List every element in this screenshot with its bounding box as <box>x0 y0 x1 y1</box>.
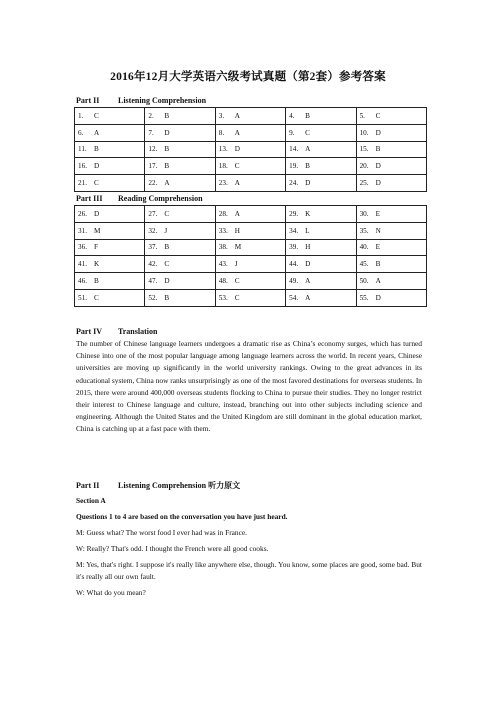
question-number: 34. <box>289 226 299 235</box>
answer-cell <box>286 108 356 125</box>
question-number: 11. <box>78 145 87 154</box>
answer-cell <box>75 206 145 223</box>
question-number: 43. <box>218 260 228 269</box>
answer-cell <box>356 273 426 290</box>
answer-cell <box>356 206 426 223</box>
answer-letter: E <box>375 243 380 252</box>
answer-letter: D <box>375 179 381 188</box>
answer-cell <box>356 222 426 239</box>
question-number: 55. <box>359 293 369 302</box>
answer-cell <box>356 289 426 306</box>
answer-cell <box>75 108 145 125</box>
question-number: 38. <box>218 243 228 252</box>
question-number: 31. <box>78 226 87 235</box>
question-number: 24. <box>289 179 299 188</box>
answer-row <box>75 124 427 141</box>
question-number: 12. <box>148 145 158 154</box>
answer-letter: M <box>94 226 101 235</box>
answer-letter: B <box>164 111 170 120</box>
answer-cell <box>286 222 356 239</box>
answer-cell <box>215 206 285 223</box>
question-number: 14. <box>289 145 299 154</box>
part-iv-name: Translation <box>118 327 158 336</box>
answer-letter: C <box>234 162 240 171</box>
answer-letter: B <box>375 145 381 154</box>
answer-cell <box>286 239 356 256</box>
answer-cell <box>145 124 215 141</box>
question-number: 26. <box>78 209 87 218</box>
question-number: 37. <box>148 243 158 252</box>
answer-letter: D <box>375 128 381 137</box>
answer-letter: F <box>94 243 98 252</box>
answer-letter: B <box>305 111 310 120</box>
dialogue-line: M: Yes, that's right. I suppose it's really like anywhere else, though. You know, some places are good, some bad. But it's really all our own fault. <box>76 560 422 582</box>
answer-letter: B <box>375 260 381 269</box>
answer-cell <box>215 124 285 141</box>
answer-letter: E <box>375 209 380 218</box>
answer-letter: A <box>234 128 240 137</box>
answer-cell <box>215 239 285 256</box>
answer-letter: A <box>164 179 170 188</box>
answer-cell <box>356 158 426 175</box>
answer-letter: A <box>305 293 311 302</box>
answer-letter: D <box>305 260 311 269</box>
question-number: 51. <box>78 293 87 302</box>
answer-cell <box>215 289 285 306</box>
part-iii-heading <box>76 194 203 203</box>
answer-cell <box>356 141 426 158</box>
answer-letter: B <box>305 162 310 171</box>
question-number: 50. <box>359 277 369 286</box>
answer-cell <box>75 239 145 256</box>
question-number: 20. <box>359 162 369 171</box>
answer-row <box>75 222 427 239</box>
answer-letter: L <box>305 226 310 235</box>
dialogue-line: W: Really? That's odd. I thought the French were all good cooks. <box>76 544 269 553</box>
question-number: 18. <box>218 162 228 171</box>
answer-cell <box>75 222 145 239</box>
question-number: 33. <box>218 226 228 235</box>
answer-letter: D <box>375 293 381 302</box>
question-intro: Questions 1 to 4 are based on the conversation you have just heard. <box>76 512 288 521</box>
answer-cell <box>215 158 285 175</box>
answer-letter: D <box>164 277 170 286</box>
answer-letter: N <box>375 226 381 235</box>
answer-cell <box>286 158 356 175</box>
part-ii-label: Part II <box>76 96 100 105</box>
answer-cell <box>356 108 426 125</box>
question-number: 16. <box>78 162 87 171</box>
question-number: 53. <box>218 293 228 302</box>
question-number: 8. <box>218 128 225 137</box>
question-number: 46. <box>78 277 87 286</box>
answer-letter: H <box>234 226 240 235</box>
answer-cell <box>145 108 215 125</box>
question-number: 10. <box>359 128 369 137</box>
answer-cell <box>145 222 215 239</box>
part-iii-label: Part III <box>76 194 103 203</box>
answer-cell <box>145 273 215 290</box>
answer-cell <box>356 239 426 256</box>
question-number: 17. <box>148 162 158 171</box>
page-title: 2016年12月大学英语六级考试真题（第2套）参考答案 <box>110 71 386 83</box>
question-number: 42. <box>148 260 158 269</box>
part-iv-label: Part IV <box>76 327 102 336</box>
answer-cell <box>286 141 356 158</box>
answer-letter: J <box>164 226 168 235</box>
answer-letter: D <box>375 162 381 171</box>
question-number: 32. <box>148 226 158 235</box>
question-number: 4. <box>289 111 295 120</box>
listening-answer-table <box>74 107 427 192</box>
answer-letter: J <box>234 260 238 269</box>
question-number: 3. <box>218 111 225 120</box>
question-number: 19. <box>289 162 299 171</box>
reading-answer-table <box>74 205 427 307</box>
part-ii-heading <box>76 96 206 105</box>
answer-cell <box>215 256 285 273</box>
transcript-part-label: Part II <box>76 481 100 490</box>
answer-cell <box>145 206 215 223</box>
question-number: 2. <box>148 111 154 120</box>
question-number: 27. <box>148 209 158 218</box>
answer-letter: C <box>94 293 99 302</box>
answer-cell <box>75 289 145 306</box>
answer-letter: A <box>94 128 100 137</box>
answer-letter: A <box>234 111 240 120</box>
answer-letter: B <box>164 243 170 252</box>
answer-letter: C <box>375 111 381 120</box>
answer-cell <box>286 273 356 290</box>
question-number: 5. <box>359 111 365 120</box>
answer-cell <box>286 206 356 223</box>
question-number: 28. <box>218 209 228 218</box>
answer-letter: D <box>234 145 240 154</box>
transcript-heading-text: Listening Comprehension 听力原文 <box>118 481 241 490</box>
question-number: 6. <box>78 128 84 137</box>
answer-cell <box>145 256 215 273</box>
answer-row <box>75 273 427 290</box>
answer-cell <box>356 256 426 273</box>
answer-cell <box>145 289 215 306</box>
answer-letter: C <box>234 277 240 286</box>
question-number: 48. <box>218 277 228 286</box>
answer-row <box>75 141 427 158</box>
answer-cell <box>215 175 285 192</box>
answer-letter: H <box>305 243 311 252</box>
question-number: 21. <box>78 179 87 188</box>
answer-cell <box>75 273 145 290</box>
question-number: 35. <box>359 226 369 235</box>
answer-row <box>75 158 427 175</box>
question-number: 52. <box>148 293 158 302</box>
answer-cell <box>286 124 356 141</box>
question-number: 23. <box>218 179 228 188</box>
answer-letter: B <box>164 293 170 302</box>
answer-letter: A <box>234 179 240 188</box>
answer-letter: C <box>94 111 99 120</box>
question-number: 47. <box>148 277 158 286</box>
answer-letter: B <box>94 145 99 154</box>
answer-cell <box>356 124 426 141</box>
answer-row <box>75 256 427 273</box>
answer-cell <box>286 289 356 306</box>
answer-cell <box>75 175 145 192</box>
question-number: 40. <box>359 243 369 252</box>
answer-letter: A <box>234 209 240 218</box>
answer-cell <box>75 124 145 141</box>
question-number: 45. <box>359 260 369 269</box>
answer-letter: A <box>305 277 311 286</box>
question-number: 49. <box>289 277 299 286</box>
answer-cell <box>75 141 145 158</box>
answer-cell <box>215 222 285 239</box>
answer-letter: M <box>234 243 242 252</box>
question-number: 39. <box>289 243 299 252</box>
answer-cell <box>215 108 285 125</box>
answer-cell <box>75 256 145 273</box>
answer-row <box>75 206 427 223</box>
answer-letter: C <box>94 179 99 188</box>
dialogue-line: W: What do you mean? <box>76 588 146 597</box>
transcript-heading <box>76 480 240 491</box>
part-ii-name: Listening Comprehension <box>118 96 207 105</box>
answer-cell <box>286 175 356 192</box>
answer-letter: K <box>305 209 311 218</box>
question-number: 44. <box>289 260 299 269</box>
answer-row <box>75 108 427 125</box>
answer-cell <box>75 158 145 175</box>
answer-cell <box>145 175 215 192</box>
answer-letter: C <box>234 293 240 302</box>
answer-cell <box>215 273 285 290</box>
part-iv-heading <box>76 327 157 336</box>
question-number: 1. <box>78 111 84 120</box>
answer-row <box>75 239 427 256</box>
question-number: 25. <box>359 179 369 188</box>
answer-row <box>75 175 427 192</box>
answer-letter: D <box>164 128 170 137</box>
question-number: 30. <box>359 209 369 218</box>
answer-cell <box>145 158 215 175</box>
question-number: 15. <box>359 145 369 154</box>
answer-letter: B <box>164 162 170 171</box>
translation-paragraph: The number of Chinese language learners undergoes a dramatic rise as China’s economy surges, which has turned Chinese into one of the most popular language among language learners across the world. In recent years, Chinese universities are moving up significantly in the world university rankings. Owing to the great advances in its educational system, China now ranks unsurprisingly as one of the most favored destinations for overseas students. In 2015, there were around 400,000 overseas students flocking to China to pursue their studies. They no longer restrict their interest to Chinese language and culture, instead, branching out into other subjects including science and engineering. Although the United States and the United Kingdom are still dominant in the global education market, China is catching up at a fast pace with them. <box>76 339 422 434</box>
answer-row <box>75 289 427 306</box>
answer-letter: B <box>94 277 99 286</box>
answer-cell <box>145 239 215 256</box>
question-number: 54. <box>289 293 299 302</box>
part-iii-name: Reading Comprehension <box>118 194 203 203</box>
answer-letter: A <box>305 145 311 154</box>
question-number: 13. <box>218 145 228 154</box>
answer-cell <box>356 175 426 192</box>
answer-letter: C <box>164 260 170 269</box>
question-number: 22. <box>148 179 158 188</box>
dialogue-line: M: Guess what? The worst food I ever had was in France. <box>76 528 248 537</box>
answer-letter: C <box>164 209 170 218</box>
answer-letter: D <box>94 162 100 171</box>
question-number: 36. <box>78 243 87 252</box>
answer-letter: K <box>94 260 100 269</box>
question-number: 9. <box>289 128 295 137</box>
answer-letter: D <box>94 209 100 218</box>
answer-letter: C <box>305 128 310 137</box>
answer-cell <box>145 141 215 158</box>
answer-letter: A <box>375 277 381 286</box>
answer-cell <box>286 256 356 273</box>
answer-letter: B <box>164 145 170 154</box>
question-number: 7. <box>148 128 154 137</box>
question-number: 41. <box>78 260 87 269</box>
section-a-heading: Section A <box>76 496 106 505</box>
question-number: 29. <box>289 209 299 218</box>
answer-letter: D <box>305 179 311 188</box>
answer-cell <box>215 141 285 158</box>
